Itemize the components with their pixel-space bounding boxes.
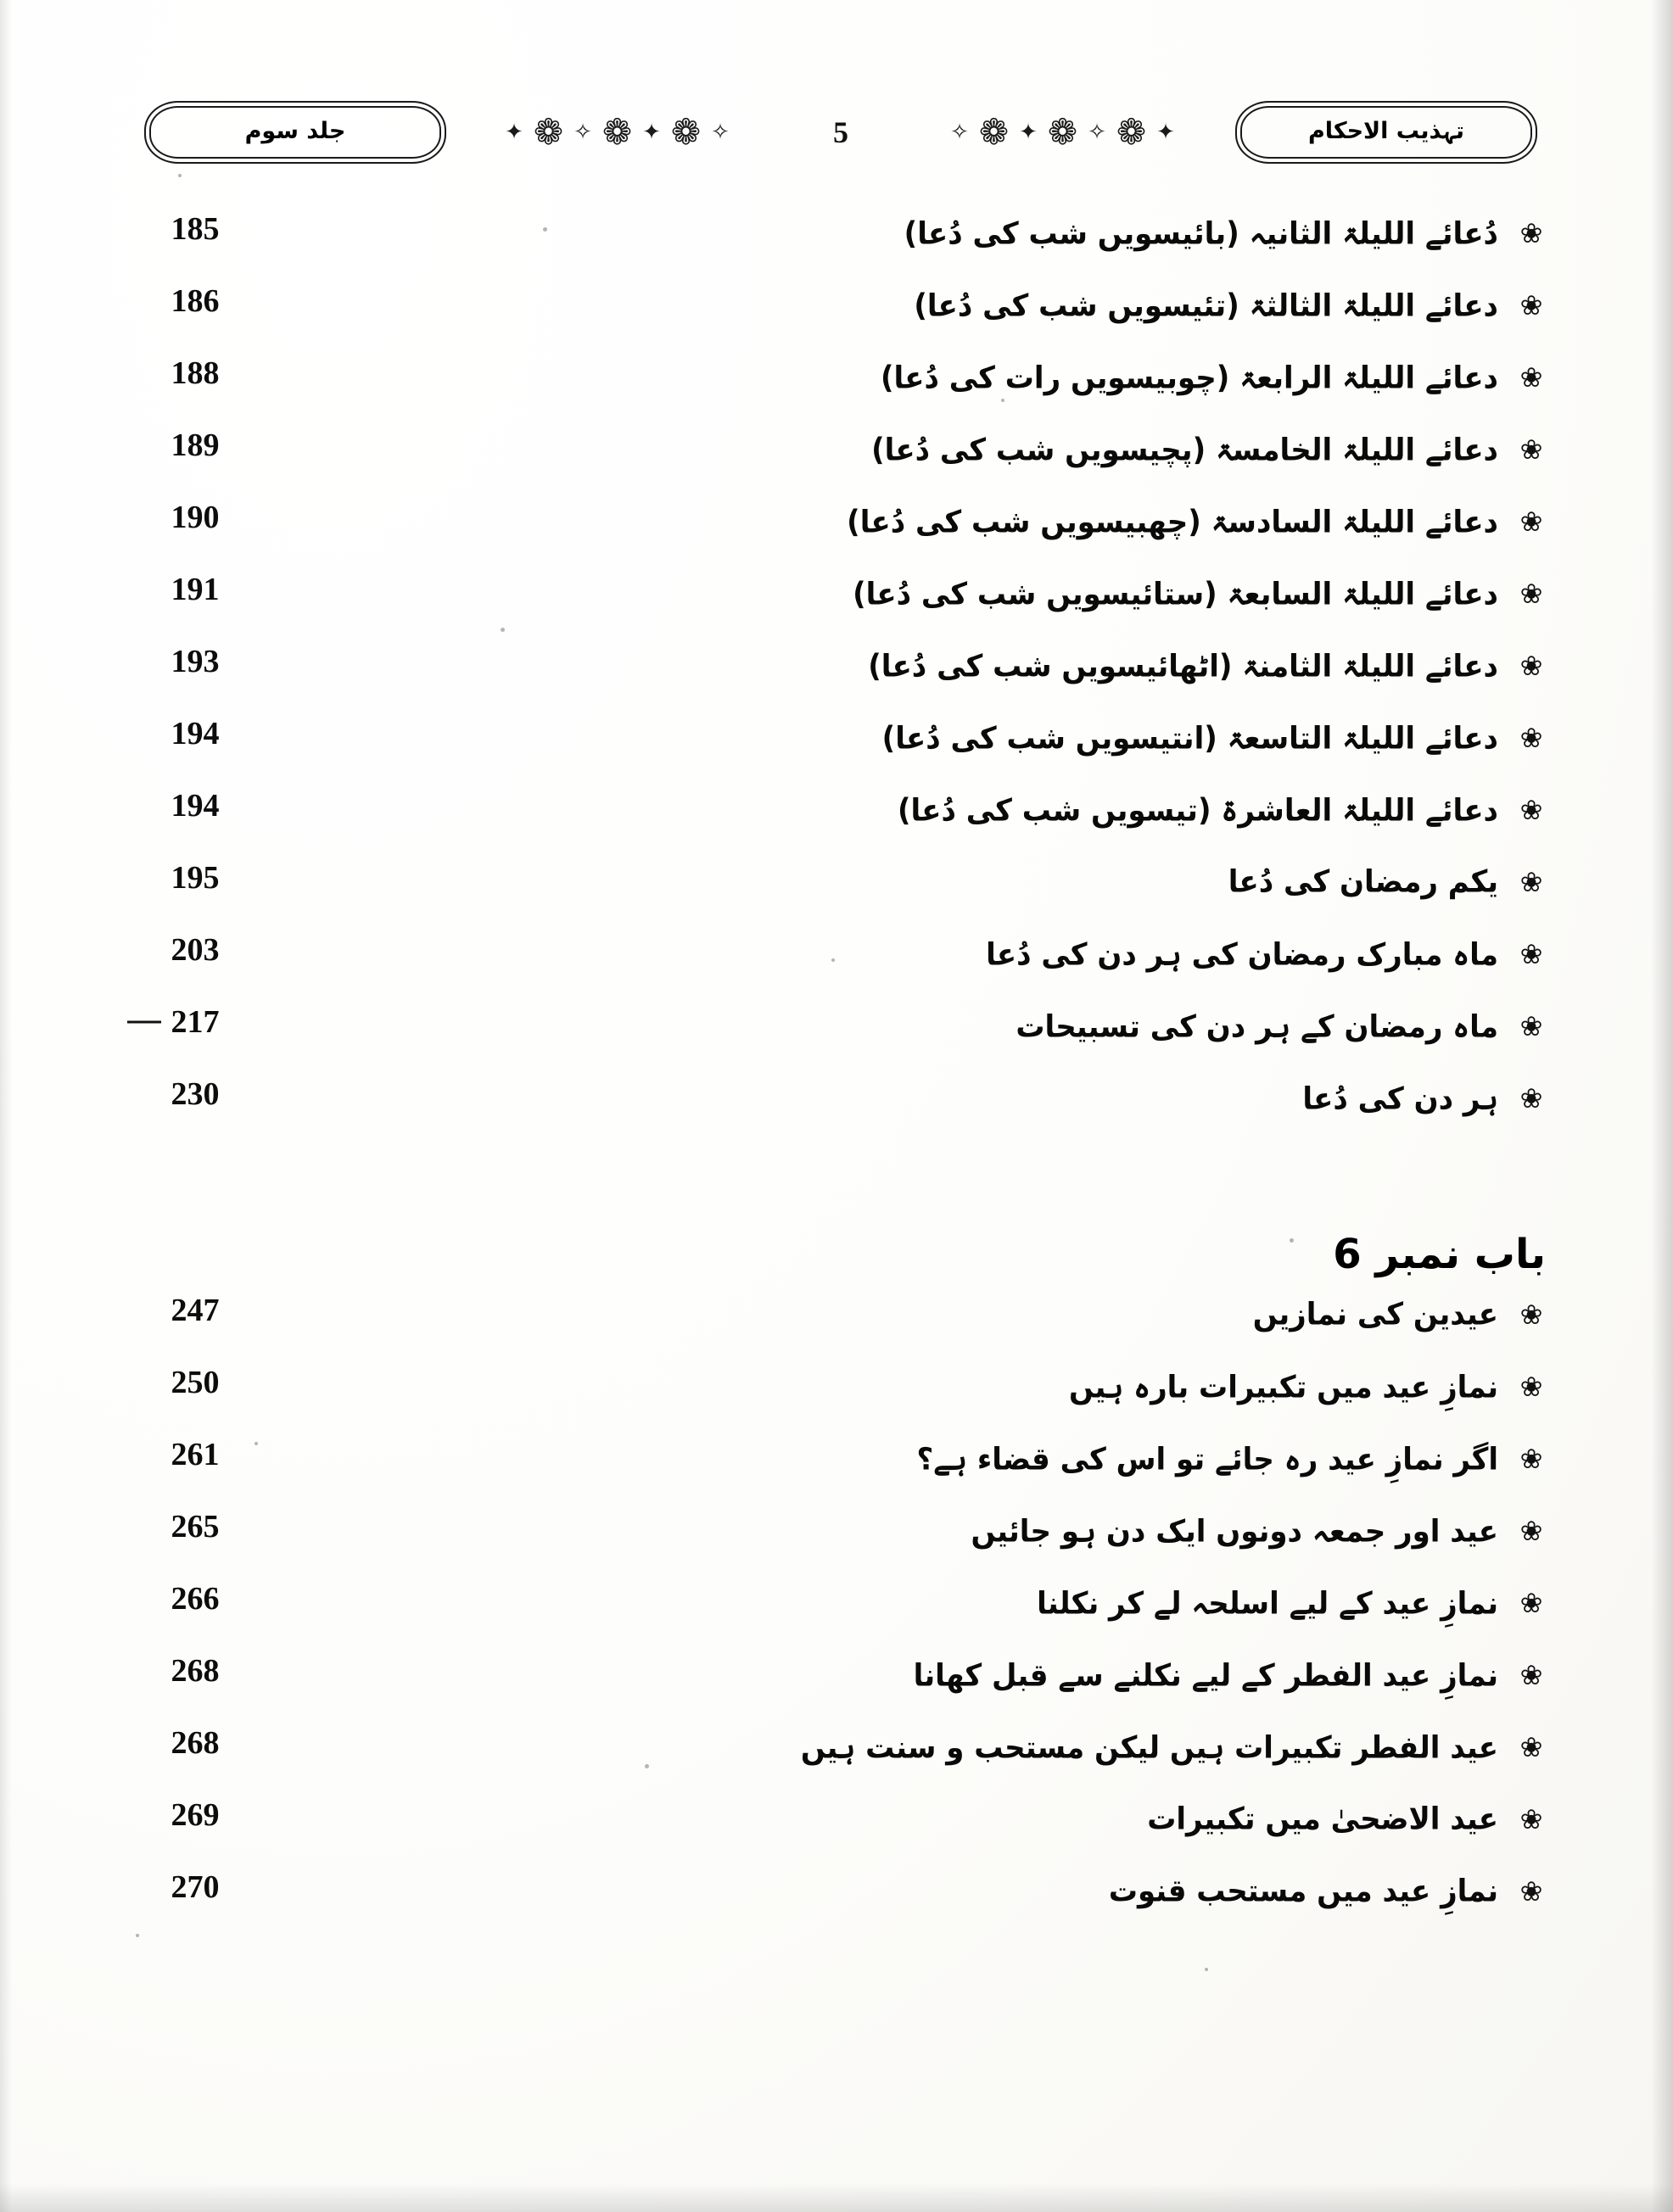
scan-edge-bottom xyxy=(0,2183,1673,2212)
toc-page-number: 194 xyxy=(171,716,220,751)
flower-bullet-icon: ❀ xyxy=(1519,722,1543,754)
toc-entry-title: نمازِ عید کے لیے اسلحہ لے کر نکلنا xyxy=(1037,1585,1498,1622)
toc-page-number: 250 xyxy=(171,1365,220,1400)
toc-entry-title: دعائے اللیلۃ الخامسۃ (پچیسویں شب کی دُعا) xyxy=(871,432,1498,468)
book-title-cartouche xyxy=(1235,101,1537,164)
toc-row[interactable] xyxy=(119,718,1546,788)
header-ornament-left: ✧ ❁ ✦ ❁ ✧ ❁ ✦ xyxy=(505,111,731,153)
toc-row[interactable] xyxy=(119,502,1546,572)
toc-page-number: 247 xyxy=(171,1293,220,1328)
toc-entry-title: دُعائے اللیلۃ الثانیہ (بائیسویں شب کی دُعا) xyxy=(904,215,1498,252)
toc-row[interactable] xyxy=(119,1797,1546,1869)
toc-page-number: 203 xyxy=(171,932,220,968)
toc-row[interactable] xyxy=(119,1725,1546,1797)
toc-entry xyxy=(1109,1874,1546,1908)
toc-page-number: 268 xyxy=(171,1725,220,1761)
scan-speck xyxy=(1205,1968,1208,1971)
toc-entry xyxy=(868,649,1546,684)
toc-page-number: 189 xyxy=(171,427,220,463)
table-of-contents xyxy=(119,211,1546,1944)
scan-speck xyxy=(1001,399,1004,402)
toc-entry-title: نمازِ عید الفطر کے لیے نکلنے سے قبل کھانا xyxy=(913,1657,1498,1694)
toc-entry-title: دعائے اللیلۃ الثالثۃ (تئیسویں شب کی دُعا) xyxy=(914,288,1498,324)
flower-bullet-icon: ❀ xyxy=(1519,650,1543,682)
flower-bullet-icon: ❀ xyxy=(1519,1587,1543,1619)
toc-row[interactable] xyxy=(119,211,1546,283)
toc-entry xyxy=(871,433,1546,467)
scan-speck xyxy=(1290,1238,1294,1243)
toc-entry-title: دعائے اللیلۃ السادسۃ (چھبیسویں شب کی دُعا) xyxy=(847,504,1498,540)
toc-entry xyxy=(898,793,1546,828)
flower-bullet-icon: ❀ xyxy=(1519,217,1543,249)
toc-row[interactable] xyxy=(119,1511,1546,1581)
flower-bullet-icon: ❀ xyxy=(1519,1515,1543,1547)
toc-row[interactable] xyxy=(119,1653,1546,1725)
flower-bullet-icon: ❀ xyxy=(1519,938,1543,970)
scan-speck xyxy=(831,958,835,962)
toc-page-number: 194 xyxy=(171,788,220,824)
toc-entry-title: ماہ مبارک رمضان کی ہر دن کی دُعا xyxy=(986,936,1498,973)
flower-bullet-icon: ❀ xyxy=(1519,1659,1543,1691)
toc-page-number: 217 xyxy=(119,1003,271,1041)
toc-page-number: 195 xyxy=(171,860,220,896)
toc-entry-title: ماہ رمضان کے ہر دن کی تسبیحات xyxy=(1016,1008,1498,1045)
flower-bullet-icon: ❀ xyxy=(1519,794,1543,826)
toc-row[interactable] xyxy=(119,646,1546,716)
scan-edge-left xyxy=(0,0,12,2212)
toc-page-number: 193 xyxy=(171,644,220,679)
toc-row[interactable] xyxy=(119,1439,1546,1509)
toc-entry-title: دعائے اللیلۃ العاشرۃ (تیسویں شب کی دُعا) xyxy=(897,792,1498,829)
volume-label: جلد سوم xyxy=(244,117,346,144)
page-number-header: 5 xyxy=(833,115,848,149)
chapter-heading: باب نمبر 6 xyxy=(1333,1231,1546,1278)
toc-page-number: 188 xyxy=(171,355,220,391)
scan-speck xyxy=(255,1442,258,1445)
toc-entry-title: عیدین کی نمازیں xyxy=(1252,1296,1498,1333)
toc-page-number: 266 xyxy=(171,1581,220,1617)
toc-entry-title: نمازِ عید میں تکبیرات بارہ ہیں xyxy=(1068,1369,1498,1405)
toc-entry xyxy=(1302,1081,1546,1116)
toc-entry xyxy=(914,1658,1546,1693)
toc-entry xyxy=(916,1442,1546,1477)
toc-entry xyxy=(847,505,1546,539)
toc-entry-title: دعائے اللیلۃ الثامنۃ (اٹھائیسویں شب کی دُعا) xyxy=(868,648,1498,684)
flower-bullet-icon: ❀ xyxy=(1519,289,1543,321)
toc-entry xyxy=(882,721,1546,756)
toc-entry-title: دعائے اللیلۃ السابعۃ (ستائیسویں شب کی دُعا) xyxy=(853,576,1498,612)
toc-entry xyxy=(914,288,1546,323)
flower-bullet-icon: ❀ xyxy=(1519,361,1543,394)
toc-entry-title: عید اور جمعہ دونوں ایک دن ہو جائیں xyxy=(971,1513,1498,1550)
toc-entry xyxy=(1037,1586,1546,1621)
toc-entry xyxy=(1228,865,1546,899)
page-header xyxy=(144,92,1537,173)
flower-bullet-icon: ❀ xyxy=(1519,578,1543,610)
flower-bullet-icon: ❀ xyxy=(1519,1010,1543,1042)
scan-speck xyxy=(543,227,547,232)
toc-row[interactable] xyxy=(119,1367,1546,1437)
flower-bullet-icon: ❀ xyxy=(1519,1371,1543,1403)
toc-row[interactable] xyxy=(119,1581,1546,1653)
toc-entry xyxy=(904,216,1546,251)
toc-row[interactable] xyxy=(119,1869,1546,1941)
scan-speck xyxy=(136,1934,139,1937)
toc-entry xyxy=(1253,1298,1546,1332)
flower-bullet-icon: ❀ xyxy=(1519,1731,1543,1763)
scan-speck xyxy=(501,628,505,632)
toc-entry xyxy=(1016,1009,1546,1044)
toc-page-number: 191 xyxy=(171,572,220,607)
hand-dash-mark xyxy=(127,1021,161,1024)
toc-entry xyxy=(971,1514,1546,1549)
toc-entry-title: ہر دن کی دُعا xyxy=(1302,1081,1498,1117)
flower-bullet-icon: ❀ xyxy=(1519,1443,1543,1475)
scan-edge-right xyxy=(1651,0,1673,2212)
toc-row[interactable] xyxy=(119,1004,1546,1076)
toc-page-number: 268 xyxy=(171,1653,220,1689)
toc-entry-title: اگر نمازِ عید رہ جائے تو اس کی قضاء ہے؟ xyxy=(916,1441,1498,1477)
toc-row[interactable] xyxy=(119,1076,1546,1148)
toc-row[interactable] xyxy=(119,574,1546,644)
toc-page-number: 265 xyxy=(171,1509,220,1544)
toc-entry xyxy=(1069,1370,1546,1405)
toc-entry xyxy=(853,577,1546,612)
toc-row[interactable] xyxy=(119,790,1546,860)
toc-row[interactable] xyxy=(119,427,1546,500)
flower-bullet-icon: ❀ xyxy=(1519,1875,1543,1908)
toc-page-number: 270 xyxy=(171,1869,220,1905)
flower-bullet-icon: ❀ xyxy=(1519,1803,1543,1835)
flower-bullet-icon: ❀ xyxy=(1519,506,1543,538)
toc-entry-title: عید الفطر تکبیرات ہیں لیکن مستحب و سنت ہیں xyxy=(800,1729,1498,1766)
scan-speck xyxy=(645,1764,649,1768)
toc-row[interactable] xyxy=(119,1295,1546,1365)
toc-row[interactable] xyxy=(119,932,1546,1004)
toc-entry-title: دعائے اللیلۃ التاسعۃ (انتیسویں شب کی دُعا) xyxy=(881,720,1498,757)
toc-page-number: 186 xyxy=(171,283,220,319)
scan-speck xyxy=(178,174,182,177)
toc-page-number: 190 xyxy=(171,500,220,535)
flower-bullet-icon: ❀ xyxy=(1519,1082,1543,1114)
toc-entry xyxy=(881,360,1546,395)
flower-bullet-icon: ❀ xyxy=(1519,433,1543,466)
section-gap xyxy=(119,1151,1546,1210)
flower-bullet-icon: ❀ xyxy=(1519,1299,1543,1331)
toc-page-number: 185 xyxy=(171,211,220,247)
flower-bullet-icon: ❀ xyxy=(1519,866,1543,898)
header-ornament-right: ✦ ❁ ✧ ❁ ✦ ❁ ✧ xyxy=(950,111,1177,153)
book-title: تہذیب الاحکام xyxy=(1307,117,1465,144)
toc-page-number: 230 xyxy=(171,1076,220,1112)
toc-page-number: 261 xyxy=(171,1437,220,1472)
toc-entry xyxy=(986,937,1546,972)
toc-entry xyxy=(1147,1802,1546,1836)
toc-row[interactable] xyxy=(119,355,1546,427)
toc-row[interactable] xyxy=(119,860,1546,932)
toc-row[interactable] xyxy=(119,283,1546,355)
toc-entry-title: نمازِ عید میں مستحب قنوت xyxy=(1108,1873,1498,1910)
toc-entry-title: عید الاضحیٰ میں تکبیرات xyxy=(1147,1801,1498,1838)
volume-cartouche xyxy=(144,101,446,164)
toc-entry-title: یکم رمضان کی دُعا xyxy=(1228,863,1498,901)
toc-entry-title: دعائے اللیلۃ الرابعۃ (چوبیسویں رات کی دُعا) xyxy=(880,360,1498,396)
toc-page-number: 269 xyxy=(171,1797,220,1833)
toc-entry xyxy=(801,1730,1546,1765)
